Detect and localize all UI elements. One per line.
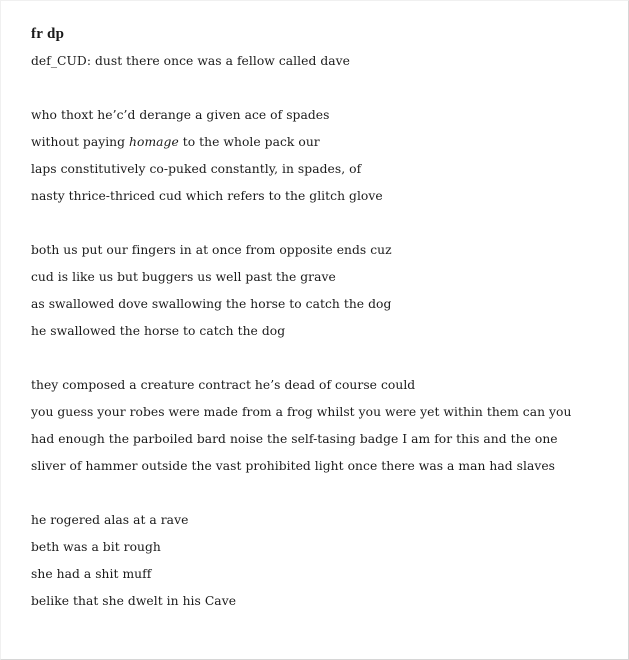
stanza-2: [31, 102, 621, 210]
stanza-3: [31, 237, 621, 345]
poem-line: sliver of hammer outside the vast prohibited light once there was a man had slaves: [31, 459, 556, 473]
stanza-break: [31, 480, 621, 507]
poem-line: who thoxt he’c’d derange a given ace of spades: [31, 108, 330, 122]
italic-word: homage: [129, 135, 179, 149]
poem-line: they composed a creature contract he’s dead of course could: [31, 378, 416, 392]
poem-line-text: without paying: [31, 135, 130, 149]
poem-line: nasty thrice-thriced cud which refers to the glitch glove: [31, 189, 383, 203]
poem-line: he swallowed the horse to catch the dog: [31, 324, 286, 338]
stanza-1: [31, 48, 621, 75]
stanza-break: [31, 75, 621, 102]
poem-line: he rogered alas at a rave: [31, 513, 189, 527]
poem-line: you guess your robes were made from a frog whilst you were yet within them can you: [31, 405, 572, 419]
poem-document: [31, 24, 621, 615]
poem-line: laps constitutively co-puked constantly, in spades, of: [31, 162, 362, 176]
poem-line: had enough the parboiled bard noise the self-tasing badge I am for this and the one: [31, 432, 558, 446]
poem-line: as swallowed dove swallowing the horse to catch the dog: [31, 297, 392, 311]
poem-line: both us put our fingers in at once from opposite ends cuz: [31, 243, 392, 257]
poem-line-text: to the whole pack our: [178, 135, 320, 149]
poem-line: she had a shit muff: [31, 567, 152, 581]
stanza-break: [31, 345, 621, 372]
poem-line: def_CUD: dust there once was a fellow called dave: [31, 54, 350, 68]
stanza-break: [31, 210, 621, 237]
stanza-5: [31, 507, 621, 615]
stanza-4: [31, 372, 621, 480]
poem-line: cud is like us but buggers us well past the grave: [31, 270, 336, 284]
poem-line: beth was a bit rough: [31, 540, 161, 554]
poem-line: belike that she dwelt in his Cave: [31, 594, 237, 608]
poem-title: fr dp: [31, 26, 65, 42]
poem-line: [31, 129, 621, 156]
